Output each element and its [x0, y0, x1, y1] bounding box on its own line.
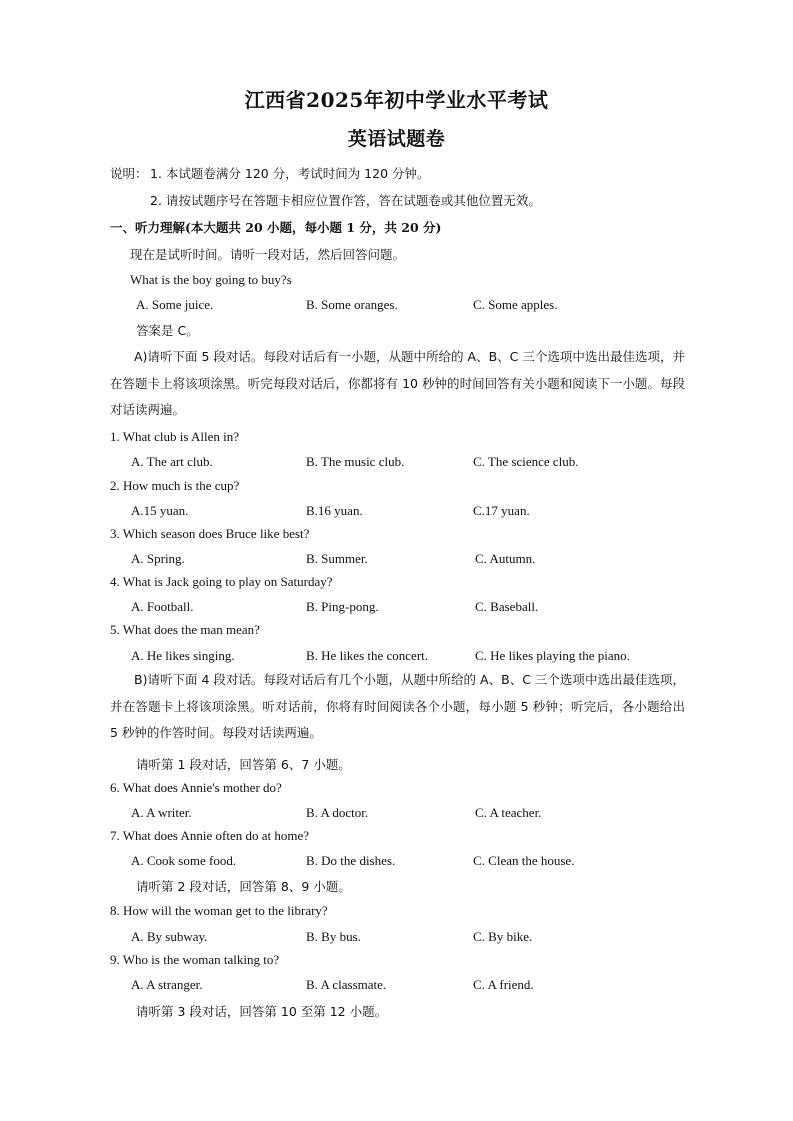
q1-option-a: A. The art club. — [131, 454, 213, 469]
q6-option-b: B. A doctor. — [306, 805, 369, 820]
q5-option-c: C. He likes playing the piano. — [475, 648, 630, 663]
q2-option-a: A.15 yuan. — [131, 503, 189, 518]
question-5: 5. What does the man mean? — [110, 622, 260, 637]
q7-option-c: C. Clean the house. — [473, 853, 575, 868]
question-3: 3. Which season does Bruce like best? — [110, 526, 310, 541]
q4-option-c: C. Baseball. — [475, 599, 539, 614]
part-a-instructions: A)请听下面 5 段对话。每段对话后有一小题，从题中所给的 A、B、C 三个选项中选出最佳选项，并在答题卡上将该项涂黑。听完每段对话后，你都将有 10 秒钟的时间回答有关小题和阅读下一小题。每段对话读两遍。 — [110, 349, 685, 417]
notes-label: 说明： — [110, 166, 148, 181]
dialog-2-instruction: 请听第 2 段对话，回答第 8、9 小题。 — [136, 879, 351, 894]
example-option-a: A. Some juice. — [136, 297, 214, 312]
question-7: 7. What does Annie often do at home? — [110, 828, 310, 843]
exam-subtitle: 英语试题卷 — [347, 128, 446, 150]
question-2: 2. How much is the cup? — [110, 478, 240, 493]
question-4: 4. What is Jack going to play on Saturday? — [110, 574, 333, 589]
note-2: 2. 请按试题序号在答题卡相应位置作答，答在试题卷或其他位置无效。 — [150, 193, 541, 208]
q4-option-b: B. Ping-pong. — [306, 599, 379, 614]
question-6: 6. What does Annie's mother do? — [110, 780, 282, 795]
q3-option-a: A. Spring. — [131, 551, 185, 566]
example-question: What is the boy going to buy?s — [130, 272, 292, 287]
q8-option-b: B. By bus. — [306, 929, 361, 944]
q7-option-b: B. Do the dishes. — [306, 853, 396, 868]
q6-option-c: C. A teacher. — [475, 805, 542, 820]
q8-option-a: A. By subway. — [131, 929, 208, 944]
q5-option-a: A. He likes singing. — [131, 648, 235, 663]
exam-title: 江西省2025年初中学业水平考试 — [244, 88, 549, 112]
dialog-3-instruction: 请听第 3 段对话，回答第 10 至第 12 小题。 — [136, 1004, 388, 1019]
q2-option-b: B.16 yuan. — [306, 503, 363, 518]
q7-option-a: A. Cook some food. — [131, 853, 237, 868]
q1-option-b: B. The music club. — [306, 454, 405, 469]
q3-option-b: B. Summer. — [306, 551, 368, 566]
q3-option-c: C. Autumn. — [475, 551, 536, 566]
q9-option-b: B. A classmate. — [306, 977, 387, 992]
q1-option-c: C. The science club. — [473, 454, 579, 469]
q4-option-a: A. Football. — [131, 599, 194, 614]
q8-option-c: C. By bike. — [473, 929, 533, 944]
trial-intro: 现在是试听时间。请听一段对话，然后回答问题。 — [130, 247, 406, 262]
part-b-instructions: B)请听下面 4 段对话。每段对话后有几个小题，从题中所给的 A、B、C 三个选项中选出最佳选项，并在答题卡上将该项涂黑。听对话前，你将有时间阅读各个小题，每小题 5 秒钟；听完后，各小题给出 5 秒钟的作答时间。每段对话读两遍。 — [110, 672, 685, 740]
example-option-c: C. Some apples. — [473, 297, 558, 312]
question-1: 1. What club is Allen in? — [110, 429, 240, 444]
example-answer: 答案是 C。 — [136, 323, 199, 338]
question-8: 8. How will the woman get to the library? — [110, 903, 328, 918]
q2-option-c: C.17 yuan. — [473, 503, 530, 518]
example-option-b: B. Some oranges. — [306, 297, 398, 312]
q6-option-a: A. A writer. — [131, 805, 192, 820]
q5-option-b: B. He likes the concert. — [306, 648, 429, 663]
question-9: 9. Who is the woman talking to? — [110, 952, 280, 967]
section-heading: 一、听力理解(本大题共 20 小题，每小题 1 分，共 20 分) — [110, 220, 442, 235]
dialog-1-instruction: 请听第 1 段对话，回答第 6、7 小题。 — [136, 757, 351, 772]
q9-option-a: A. A stranger. — [131, 977, 203, 992]
note-1: 1. 本试题卷满分 120 分，考试时间为 120 分钟。 — [150, 166, 430, 181]
q9-option-c: C. A friend. — [473, 977, 534, 992]
